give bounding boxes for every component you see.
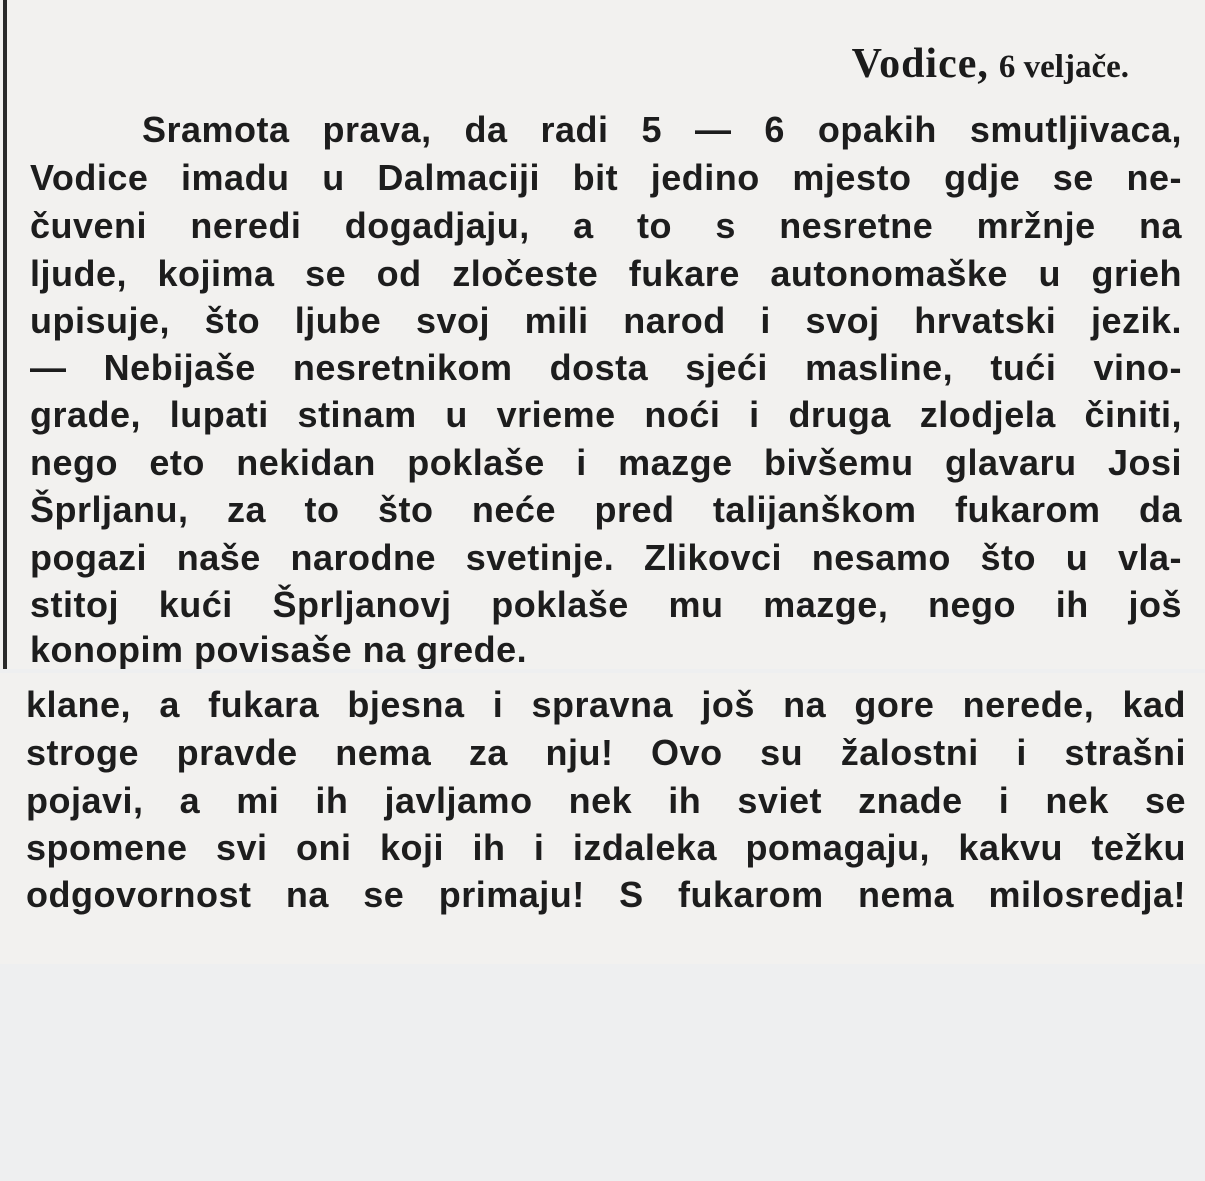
article-line: grade, lupati stinam u vrieme noći i druga zlodjela činiti,: [30, 394, 1182, 435]
article-line: stitoj kući Šprljanovj poklaše mu mazge, nego ih još: [30, 584, 1182, 625]
dateline-place: Vodice,: [851, 41, 989, 87]
article-line: odgovornost na se primaju! S fukarom nema milosredja!: [26, 874, 1186, 915]
article-line: spomene svi oni koji ih i izdaleka pomagaju, kakvu težku: [26, 827, 1186, 868]
article-line: ljude, kojima se od zločeste fukare autonomaške u grieh: [30, 253, 1182, 294]
article-line: Sramota prava, da radi 5 — 6 opakih smutljivaca,: [142, 109, 1182, 150]
article-line: klane, a fukara bjesna i spravna još na gore nerede, kad: [26, 684, 1186, 725]
article-line: nego eto nekidan poklaše i mazge bivšemu glavaru Josi: [30, 442, 1182, 483]
article-line: upisuje, što ljube svoj mili narod i svoj hrvatski jezik.: [30, 300, 1182, 341]
article-line: pojavi, a mi ih javljamo nek ih sviet znade i nek se: [26, 780, 1186, 821]
article-line: pogazi naše narodne svetinje. Zlikovci nesamo što u vla-: [30, 537, 1182, 578]
article-line: Šprljanu, za to što neće pred talijanškom fukarom da: [30, 489, 1182, 530]
article-line: čuveni neredi dogadjaju, a to s nesretne mržnje na: [30, 205, 1182, 246]
clipping-bottom: [0, 673, 1205, 964]
article-line: stroge pravde nema za nju! Ovo su žalostni i strašni: [26, 732, 1186, 773]
dateline: [852, 40, 1129, 88]
dateline-date: 6 veljače.: [998, 49, 1129, 85]
column-rule: [3, 0, 7, 669]
article-line: — Nebijaše nesretnikom dosta sjeći masline, tući vino-: [30, 347, 1182, 388]
article-line: Vodice imadu u Dalmaciji bit jedino mjesto gdje se ne-: [30, 157, 1182, 198]
article-line: konopim povisaše na grede.: [30, 629, 528, 669]
